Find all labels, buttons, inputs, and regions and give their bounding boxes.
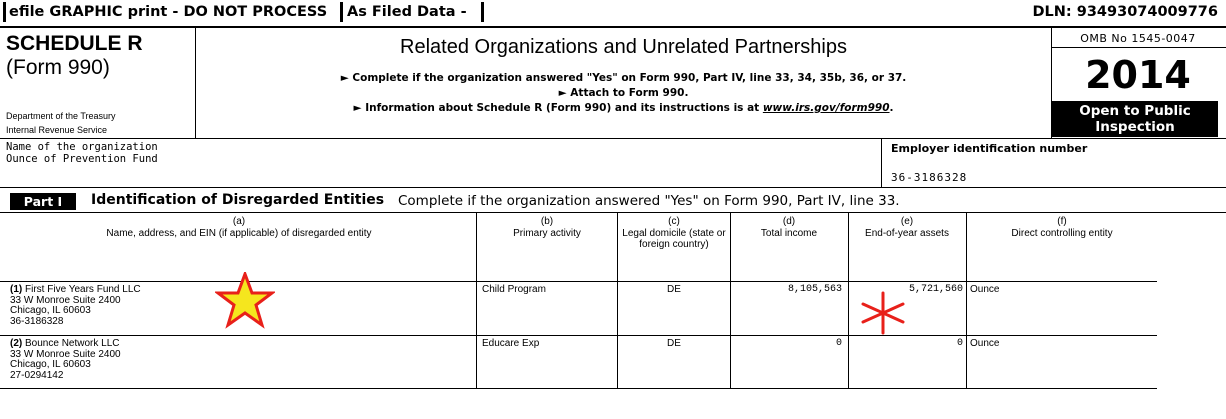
banner-divider <box>3 2 6 22</box>
entity-name-line <box>10 339 470 350</box>
col-letter: (f) <box>1057 216 1067 227</box>
efile-notice: efile GRAPHIC print - DO NOT PROCESS <box>9 4 328 20</box>
department-label: Department of the Treasury <box>6 111 116 121</box>
omb-rule <box>1051 47 1226 48</box>
ein-value: 36-3186328 <box>891 171 968 184</box>
primary-activity: Child Program <box>482 284 546 295</box>
legal-domicile: DE <box>667 284 681 295</box>
asterisk-annotation-icon <box>858 290 908 336</box>
irs-label: Internal Revenue Service <box>6 125 108 135</box>
col-letter: (c) <box>668 216 680 227</box>
col-label: End-of-year assets <box>865 227 949 239</box>
table-row <box>10 339 470 381</box>
table-header-rule <box>0 281 1157 282</box>
header-bottom-rule <box>0 138 1226 139</box>
tax-year: 2014 <box>1085 53 1191 97</box>
irs-form990-link[interactable]: www.irs.gov/form990 <box>762 102 890 114</box>
instruction-line-3: ► Information about Schedule R (Form 990) and its instructions is at www.irs.gov/form990. <box>353 102 894 114</box>
col-divider <box>730 213 731 388</box>
col-header-e <box>849 216 965 239</box>
banner-divider <box>481 2 484 22</box>
col-header-f <box>967 216 1157 239</box>
col-letter: (e) <box>900 216 914 227</box>
dln-number: DLN: 93493074009776 <box>1032 4 1218 20</box>
form-number: (Form 990) <box>6 56 110 79</box>
col-divider <box>617 213 618 388</box>
col-letter: (b) <box>540 216 554 227</box>
entity-address-1: 33 W Monroe Suite 2400 <box>10 348 121 360</box>
col-divider <box>476 213 477 388</box>
form-main-title: Related Organizations and Unrelated Partnerships <box>400 36 847 58</box>
open-line-1: Open to Public <box>1079 103 1191 119</box>
entity-name: Bounce Network LLC <box>25 338 120 349</box>
part-rule <box>0 212 1226 213</box>
col-header-d <box>731 216 847 239</box>
primary-activity: Educare Exp <box>482 338 540 349</box>
total-income: 0 <box>835 338 842 349</box>
instruction-3-text: ► Information about Schedule R (Form 990) and its instructions is at <box>353 102 760 114</box>
ein-divider <box>881 139 882 187</box>
part-description: Complete if the organization answered "Yes" on Form 990, Part IV, line 33. <box>398 193 900 209</box>
col-divider <box>966 213 967 388</box>
col-header-b <box>478 216 616 239</box>
col-label: Name, address, and EIN (if applicable) of disregarded entity <box>106 227 372 239</box>
filed-data-label: As Filed Data - <box>347 4 467 20</box>
part-title: Identification of Disregarded Entities <box>91 192 385 208</box>
top-banner <box>0 0 1226 26</box>
org-name: Ounce of Prevention Fund <box>6 153 158 165</box>
star-icon <box>218 274 272 325</box>
entity-ein: 27-0294142 <box>10 369 64 381</box>
col-label: Primary activity <box>513 227 581 239</box>
col-divider <box>848 213 849 388</box>
header-rule <box>0 26 1226 28</box>
org-bottom-rule <box>0 187 1226 188</box>
col-label: Direct controlling entity <box>1011 227 1113 239</box>
col-letter: (a) <box>232 216 246 227</box>
schedule-title: SCHEDULE R <box>6 32 143 55</box>
ein-label: Employer identification number <box>891 142 1088 155</box>
entity-address-2: Chicago, IL 60603 <box>10 359 91 370</box>
col-header-c <box>618 216 730 251</box>
banner-divider <box>340 2 343 22</box>
direct-controlling-entity: Ounce <box>970 284 1000 295</box>
instruction-line-2: ► Attach to Form 990. <box>558 87 689 99</box>
col-label: Total income <box>760 227 818 239</box>
omb-number: OMB No 1545-0047 <box>1080 32 1196 45</box>
entity-address-2: Chicago, IL 60603 <box>10 305 91 316</box>
row-rule <box>0 388 1157 389</box>
star-annotation-icon <box>215 272 275 330</box>
row-number: (2) <box>10 338 23 349</box>
org-name-label: Name of the organization <box>6 141 158 153</box>
end-of-year-assets: 5,721,560 <box>908 284 963 295</box>
entity-address-1: 33 W Monroe Suite 2400 <box>10 294 121 306</box>
asterisk-icon <box>863 293 903 333</box>
direct-controlling-entity: Ounce <box>970 338 1000 349</box>
end-of-year-assets: 0 <box>956 338 963 349</box>
entity-ein: 36-3186328 <box>10 315 64 327</box>
open-to-public-box <box>1052 101 1218 137</box>
col-header-a <box>4 216 474 239</box>
total-income: 8,105,563 <box>787 284 842 295</box>
row-number: (1) <box>10 284 23 295</box>
col-letter: (d) <box>782 216 796 227</box>
entity-name: First Five Years Fund LLC <box>25 284 141 295</box>
col-label: Legal domicile (state or foreign country) <box>622 227 726 250</box>
legal-domicile: DE <box>667 338 681 349</box>
instruction-line-1: ► Complete if the organization answered "Yes" on Form 990, Part IV, line 33, 34, 35b, 36, or 37. <box>340 72 907 84</box>
row-rule <box>0 335 1157 336</box>
open-line-2: Inspection <box>1095 119 1175 135</box>
part-badge: Part I <box>10 193 76 210</box>
